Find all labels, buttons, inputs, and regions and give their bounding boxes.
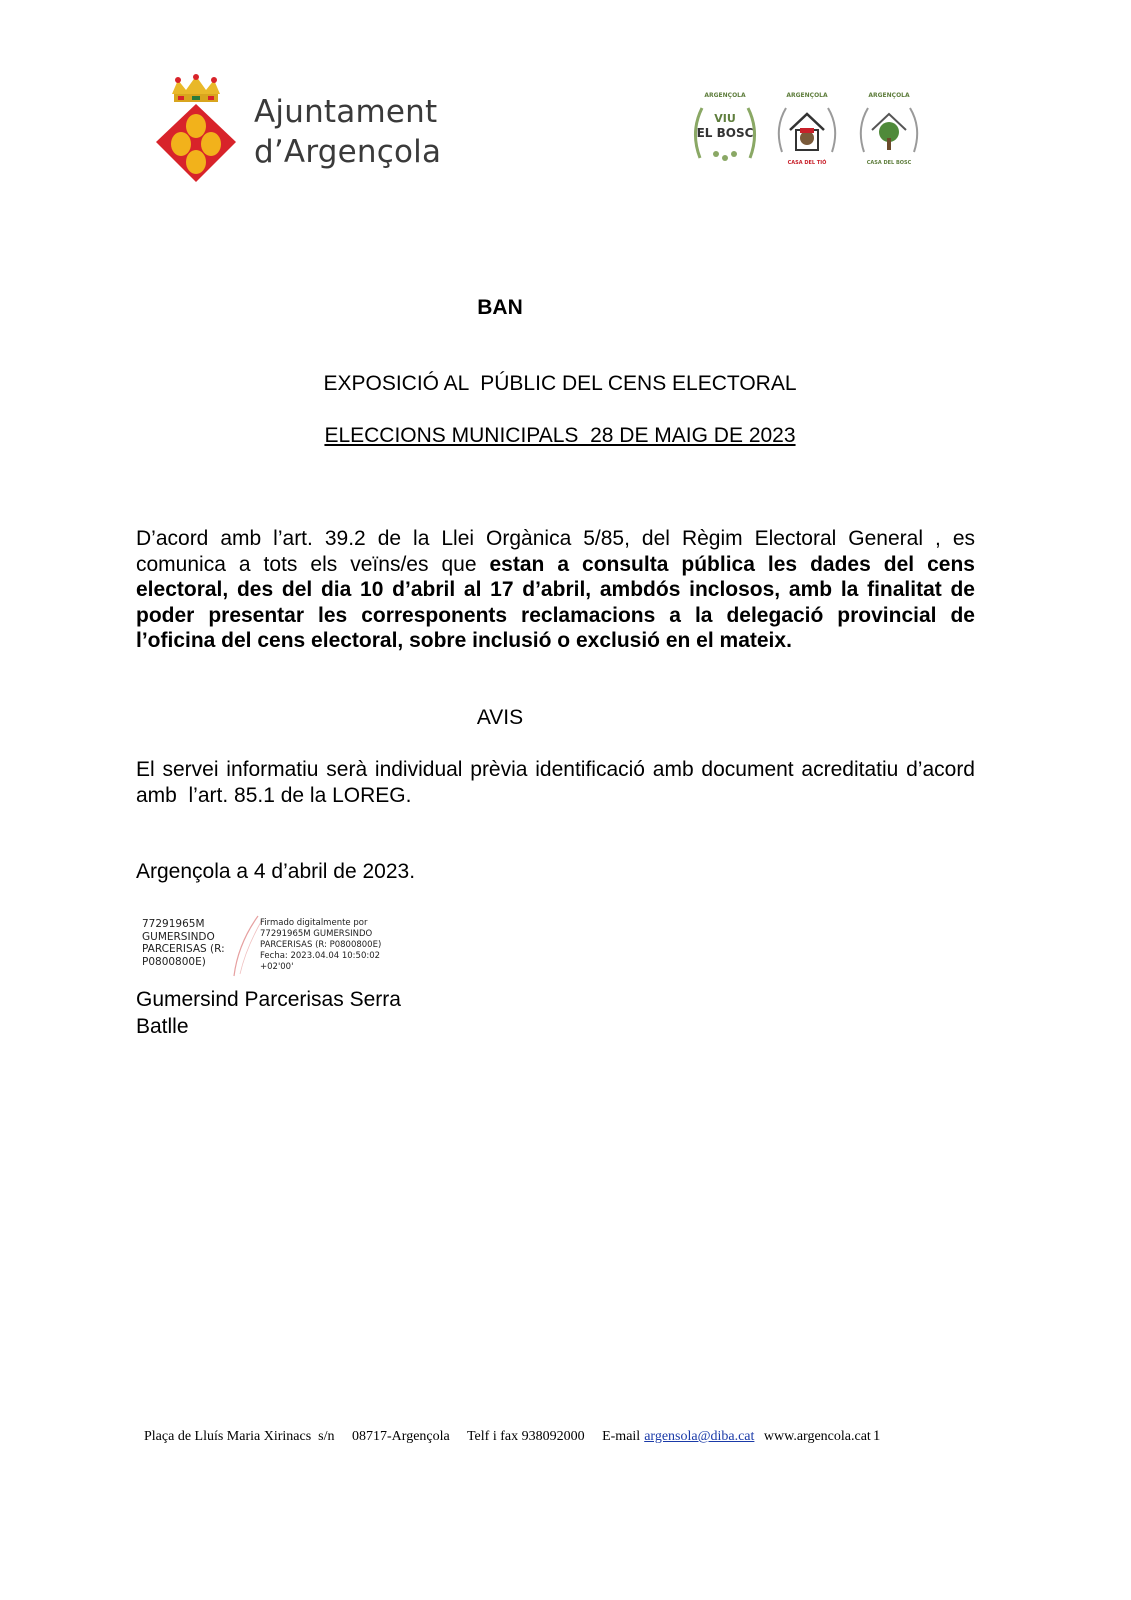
signature-details-block [260,918,450,973]
document-title: BAN [477,296,523,319]
signature-id-line: P0800800E) [142,955,206,968]
footer-phone: Telf i fax 938092000 [466,1429,585,1444]
badge-viu-el-bosc [686,88,764,174]
signer-name: Gumersind Parcerisas Serra [136,988,401,1011]
crown-icon [172,74,220,102]
badge-casa-del-bosc [850,88,928,174]
heading-eleccions: ELECCIONS MUNICIPALS 28 DE MAIG DE 2023 [324,424,796,447]
footer-email-label: E-mail [602,1429,641,1444]
paragraph-notice-bold: estan a consulta pública les dades del cens electoral, des del dia 10 d’abril al 17 d’abril, ambdós inclosos, amb la finalitat de poder presentar les corresponents reclamacions a la delegació provincial de l’oficina del cens electoral, sobre inclusió o exclusió en el mateix. [136,552,975,652]
signer-role: Batlle [136,1015,189,1038]
heading-exposicio: EXPOSICIÓ AL PÚBLIC DEL CENS ELECTORAL [323,372,797,395]
signature-id-line: PARCERISAS (R: [142,943,225,955]
signature-detail-line: Fecha: 2023.04.04 10:50:02 [260,951,381,961]
signature-detail-line: +02'00' [260,962,294,972]
signature-detail-line: 77291965M GUMERSINDO [260,929,373,939]
campaign-badges [686,88,936,174]
paragraph-notice-normal: D’acord amb l’art. 39.2 de la Llei Orgànica 5/85, del Règim Electoral General , es comunica a tots els veïns/es que [136,527,975,576]
page-footer [144,1428,880,1445]
badge-bottom-text: CASA DEL TIÓ [787,160,827,166]
badge-bottom-text: CASA DEL BOSC [866,160,912,166]
digital-signature [140,914,440,980]
badge-main-text-2: EL BOSC [696,126,754,140]
badge-top-text: ARGENÇOLA [868,92,910,99]
signature-id-line: GUMERSINDO [142,930,215,943]
place-date: Argençola a 4 d’abril de 2023. [136,860,416,883]
badge-top-text: ARGENÇOLA [704,92,746,99]
footer-address: Plaça de Lluís Maria Xirinacs s/n [144,1429,335,1444]
badge-main-text: VIU [714,112,736,125]
avis-title: AVIS [476,706,524,729]
paragraph-avis: El servei informatiu serà individual prèvia identificació amb document acreditatiu d’acord amb l’art. 85.1 de la LOREG. [136,758,981,807]
org-name-line2: d’Argençola [254,134,442,170]
footer-email-link[interactable]: argensola@diba.cat [644,1429,755,1444]
coat-of-arms-icon [154,74,238,184]
footer-web-link[interactable]: www.argencola.cat [763,1429,871,1444]
badge-top-text: ARGENÇOLA [786,92,828,99]
signature-detail-line: PARCERISAS (R: P0800800E) [260,940,382,950]
signature-id-block [142,918,242,968]
org-name-line1: Ajuntament [254,94,438,130]
page-number: 1 [872,1428,881,1444]
signature-id-line: 77291965M [142,918,205,930]
paragraph-notice [136,526,975,654]
municipal-logo [154,74,484,186]
badge-casa-del-tio [768,88,846,174]
footer-postal: 08717-Argençola [352,1429,450,1444]
signature-detail-line: Firmado digitalmente por [260,918,368,928]
organization-name [254,92,441,172]
